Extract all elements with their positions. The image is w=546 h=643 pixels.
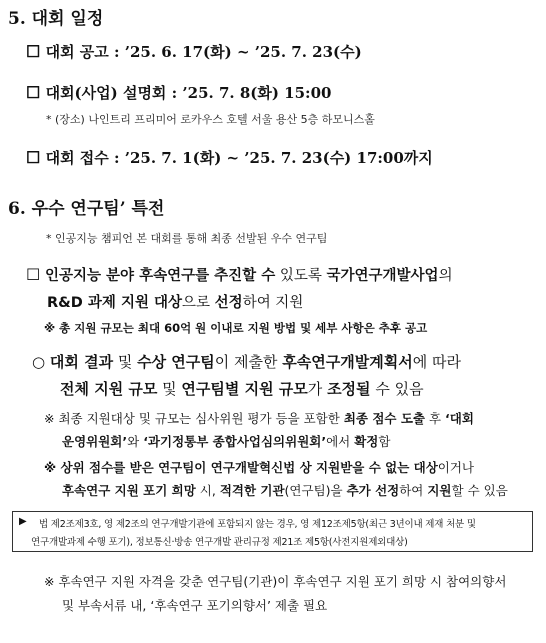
section-6-title: 6. 우수 연구팀’ 특전 (8, 199, 165, 219)
plain-text: 수 있음 (370, 380, 424, 398)
emphasis-text: 후속연구 지원 포기 희망 (62, 483, 196, 498)
plain-text: 할 수 있음 (451, 483, 508, 498)
reference-note-alternate-selection-line-2 (62, 481, 508, 499)
schedule-item-text: 대회(사업) 설명회 : ’25. 7. 8(화) 15:00 (45, 84, 332, 102)
plain-text: 있도록 (275, 268, 327, 284)
emphasis-text: 운영위원회’ (62, 434, 128, 449)
plain-text: (연구팀)을 (284, 483, 347, 498)
checkbox-square-icon: ☐ (26, 265, 41, 284)
plain-text: 후 (424, 411, 445, 426)
plain-text: 에 따라 (412, 353, 461, 371)
emphasis-text: 추가 선정 (346, 483, 400, 498)
emphasis-text: 인공지능 분야 후속연구를 추진할 수 (44, 268, 276, 284)
benefit-paragraph-2-line-1 (32, 351, 461, 372)
checkbox-square-icon: ☐ (26, 148, 41, 167)
emphasis-text: 최종 점수 도출 (343, 411, 425, 426)
emphasis-text: 전체 지원 규모 (60, 380, 158, 398)
emphasis-text: ‘대회 (445, 411, 474, 426)
plain-text: 와 (127, 434, 144, 449)
emphasis-text: 선정 (214, 295, 243, 311)
triangle-right-icon: ▶ (19, 516, 27, 527)
plain-text: 에서 (326, 434, 355, 449)
circle-bullet-icon: ○ (32, 353, 46, 371)
plain-text: 가 (307, 380, 328, 398)
benefit-paragraph-1-line-2 (47, 291, 303, 312)
reference-note-total-budget: ※ 총 지원 규모는 최대 60억 원 이내로 지원 방법 및 세부 사항은 추후 공고 (44, 321, 428, 335)
plain-text: 시, (195, 483, 220, 498)
reference-note-waiver-line-2: 및 부속서류 내, ‘후속연구 포기의향서’ 제출 필요 (62, 598, 328, 613)
plain-text: 이거나 (437, 460, 475, 475)
schedule-item-text: 대회 공고 : ’25. 6. 17(화) ~ ’25. 7. 23(수) (45, 43, 362, 61)
plain-text: 하여 지원 (242, 295, 304, 311)
reference-note-alternate-selection-line-1 (44, 458, 474, 476)
plain-text: 의 (438, 268, 453, 284)
plain-text: 및 (113, 353, 138, 371)
schedule-item-briefing (26, 82, 331, 103)
plain-text: 및 (157, 380, 182, 398)
legal-reference-box (12, 511, 533, 552)
emphasis-text: ※ 상위 점수를 받은 연구팀이 연구개발혁신법 상 지원받을 수 없는 대상 (44, 460, 438, 475)
emphasis-text: 조정될 (327, 380, 371, 398)
legal-reference-line-1: 법 제2조제3호, 영 제2조의 연구개발기관에 포함되지 않는 경우, 영 제12조제5항(최근 3년이내 제재 처분 및 (39, 519, 476, 530)
reference-note-final-selection-line-1 (44, 409, 474, 427)
emphasis-text: 국가연구개발사업 (326, 268, 439, 284)
plain-text: 하여 (399, 483, 428, 498)
emphasis-text: 대회 결과 (49, 353, 114, 371)
schedule-item-text: 대회 접수 : ’25. 7. 1(화) ~ ’25. 7. 23(수) 17:00까지 (45, 149, 433, 167)
benefit-paragraph-1-line-1 (26, 264, 453, 285)
emphasis-text: 지원 (427, 483, 452, 498)
venue-note: * (장소) 나인트리 프리미어 로카우스 호텔 서울 용산 5층 하모니스홀 (46, 113, 375, 126)
schedule-item-application (26, 147, 433, 168)
emphasis-text: 후속연구개발계획서 (282, 353, 413, 371)
emphasis-text: 수상 연구팀 (137, 353, 215, 371)
benefit-paragraph-2-line-2 (60, 378, 424, 399)
checkbox-square-icon: ☐ (26, 42, 41, 61)
emphasis-text: 연구팀별 지원 규모 (181, 380, 308, 398)
emphasis-text: R&D 과제 지원 대상 (47, 295, 183, 311)
plain-text: ※ 최종 지원대상 및 규모는 심사위원 평가 등을 포함한 (44, 411, 344, 426)
plain-text: 함 (378, 434, 391, 449)
reference-note-waiver-line-1: ※ 후속연구 지원 자격을 갖춘 연구팀(기관)이 후속연구 지원 포기 희망 시 참여의향서 (44, 574, 507, 589)
section-5-title: 5. 대회 일정 (8, 9, 104, 29)
emphasis-text: 확정 (354, 434, 379, 449)
legal-reference-line-2: 연구개발과제 수행 포기), 정보통신·방송 연구개발 관리규정 제21조 제5항(사전지원제외대상) (31, 537, 408, 548)
checkbox-square-icon: ☐ (26, 83, 41, 102)
schedule-item-announcement (26, 41, 362, 62)
team-intro-note: * 인공지능 챔피언 본 대회를 통해 최종 선발된 우수 연구팀 (46, 232, 328, 245)
emphasis-text: ‘과기정통부 종합사업심의위원회’ (143, 434, 327, 449)
reference-note-final-selection-line-2 (62, 432, 390, 450)
emphasis-text: 적격한 기관 (219, 483, 285, 498)
plain-text: 이 제출한 (214, 353, 283, 371)
plain-text: 으로 (182, 295, 215, 311)
